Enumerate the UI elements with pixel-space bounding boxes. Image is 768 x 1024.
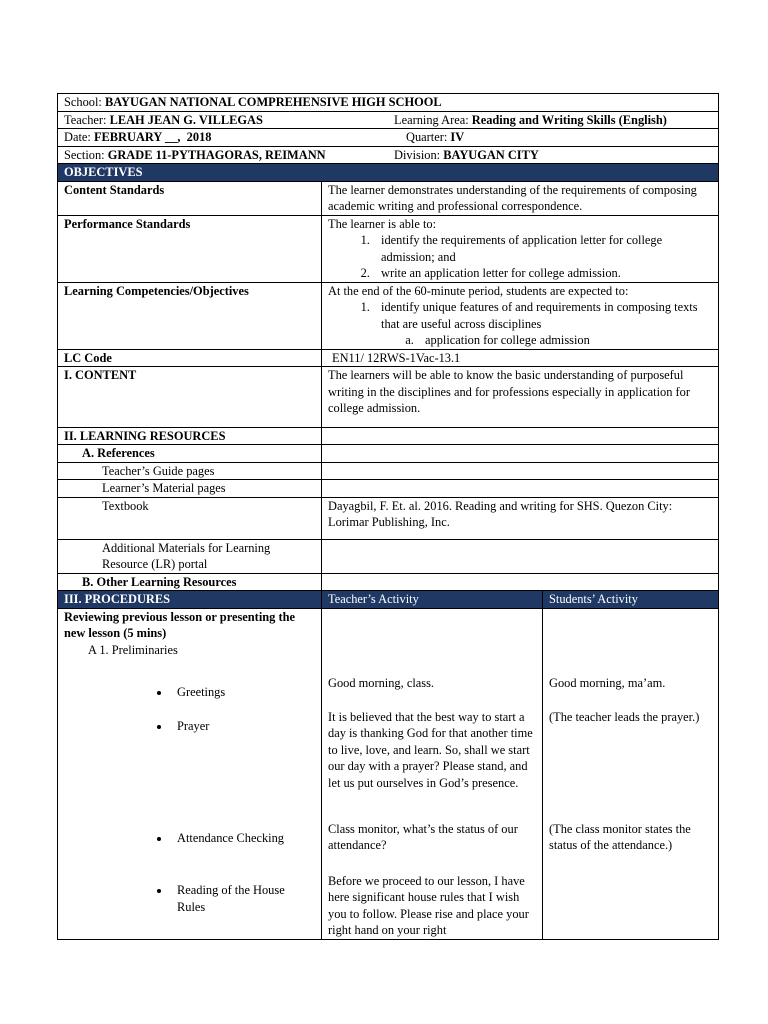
step-greetings: • Greetings xyxy=(171,684,315,718)
school-name: BAYUGAN NATIONAL COMPREHENSIVE HIGH SCHOOL xyxy=(104,95,442,109)
content-label: I. CONTENT xyxy=(58,367,322,428)
content-text: The learners will be able to know the basic understanding of purposeful writing in the disciplines and for professions especially in application for college admission. xyxy=(322,367,719,428)
competencies-label: Learning Competencies/Objectives xyxy=(58,282,322,349)
teacher-activity-heading: Teacher’s Activity xyxy=(322,591,543,609)
textbook-row xyxy=(58,497,719,539)
student-activity-heading: Students’ Activity xyxy=(543,591,719,609)
student-greetings: Good morning, ma’am. xyxy=(549,675,666,690)
learners-material-row xyxy=(58,480,719,498)
date-row xyxy=(58,129,719,147)
other-resources-label: B. Other Learning Resources xyxy=(58,573,322,591)
procedures-heading: III. PROCEDURES xyxy=(58,591,322,609)
review-label: Reviewing previous lesson or presenting the new lesson (5 mins) xyxy=(64,609,295,640)
step-attendance: • Attendance Checking xyxy=(171,830,315,882)
content-standards-label: Content Standards xyxy=(58,181,322,215)
performance-standards-label: Performance Standards xyxy=(58,215,322,282)
competencies-list xyxy=(328,299,712,349)
section-row xyxy=(58,146,719,164)
school-row xyxy=(58,94,719,112)
learning-area: Reading and Writing Skills (English) xyxy=(471,112,667,127)
performance-standards-row xyxy=(58,215,719,282)
teacher-greetings: Good morning, class. xyxy=(328,675,434,690)
textbook-reference: Dayagbil, F. Et. al. 2016. Reading and writing for SHS. Quezon City: Lorimar Publishing, Inc. xyxy=(322,497,719,539)
textbook-label: Textbook xyxy=(58,497,322,539)
lesson-plan-document xyxy=(57,93,718,940)
procedures-header-row xyxy=(58,591,719,609)
additional-materials-row xyxy=(58,539,719,573)
division-label: Division: xyxy=(394,147,441,162)
step-prayer: • Prayer xyxy=(171,718,315,830)
content-standards-text: The learner demonstrates understanding of the requirements of composing academic writing and professional correspondence. xyxy=(322,181,719,215)
learners-material-label: Learner’s Material pages xyxy=(58,480,322,498)
school-label: School: xyxy=(64,95,102,109)
teacher-house-rules: Before we proceed to our lesson, I have here significant house rules that I wish you to follow. Please rise and place your right hand on your right xyxy=(328,873,529,937)
competencies-item: 1. identify unique features of and requirements in composing texts that are useful across disciplines a. application for college admission xyxy=(373,299,712,349)
section-label: Section: xyxy=(64,147,105,162)
procedures-body-row xyxy=(58,608,719,939)
student-prayer: (The teacher leads the prayer.) xyxy=(549,709,700,724)
lc-code-row xyxy=(58,349,719,367)
step-house-rules: • Reading of the House Rules xyxy=(171,882,315,915)
preliminaries-label: A 1. Preliminaries xyxy=(88,642,178,657)
date-label: Date: xyxy=(64,130,91,144)
preliminaries-list xyxy=(64,684,315,915)
competencies-sublist xyxy=(381,332,712,349)
performance-item: 2. write an application letter for college admission. xyxy=(373,265,712,282)
performance-intro: The learner is able to: xyxy=(328,216,437,231)
objectives-header-row xyxy=(58,164,719,182)
quarter-label: Quarter: xyxy=(406,130,448,144)
additional-materials-label: Additional Materials for Learning Resource (LR) portal xyxy=(58,539,322,573)
competencies-subitem: a. application for college admission xyxy=(417,332,712,349)
lc-code-value: EN11/ 12RWS-1Vac-13.1 xyxy=(322,349,719,367)
division-value: BAYUGAN CITY xyxy=(443,147,539,162)
references-row xyxy=(58,445,719,463)
lesson-plan-table xyxy=(57,93,719,940)
teacher-prayer: It is believed that the best way to start a day is thanking God for that another time to live, love, and learn. So, shall we start our day with a prayer? Please stand, and let us put ourselves in God’s presence. xyxy=(328,709,533,790)
quarter-value: IV xyxy=(450,130,465,144)
other-resources-row xyxy=(58,573,719,591)
teachers-guide-label: Teacher’s Guide pages xyxy=(58,462,322,480)
section-value: GRADE 11-PYTHAGORAS, REIMANN xyxy=(107,147,326,162)
teachers-guide-row xyxy=(58,462,719,480)
student-attendance: (The class monitor states the status of the attendance.) xyxy=(549,821,691,852)
learning-resources-row xyxy=(58,427,719,445)
teacher-label: Teacher: xyxy=(64,112,107,127)
competencies-intro: At the end of the 60-minute period, students are expected to: xyxy=(328,283,629,298)
performance-list xyxy=(328,232,712,282)
performance-item: 1. identify the requirements of application letter for college admission; and xyxy=(373,232,712,265)
teacher-attendance: Class monitor, what’s the status of our attendance? xyxy=(328,821,518,852)
learning-area-label: Learning Area: xyxy=(394,112,469,127)
lc-code-label: LC Code xyxy=(58,349,322,367)
competencies-row xyxy=(58,282,719,349)
objectives-heading: OBJECTIVES xyxy=(58,164,719,182)
teacher-row xyxy=(58,111,719,129)
learning-resources-label: II. LEARNING RESOURCES xyxy=(58,427,322,445)
content-row xyxy=(58,367,719,428)
teacher-name: LEAH JEAN G. VILLEGAS xyxy=(109,112,263,127)
date-value: FEBRUARY __, 2018 xyxy=(93,130,212,144)
content-standards-row xyxy=(58,181,719,215)
references-label: A. References xyxy=(58,445,322,463)
